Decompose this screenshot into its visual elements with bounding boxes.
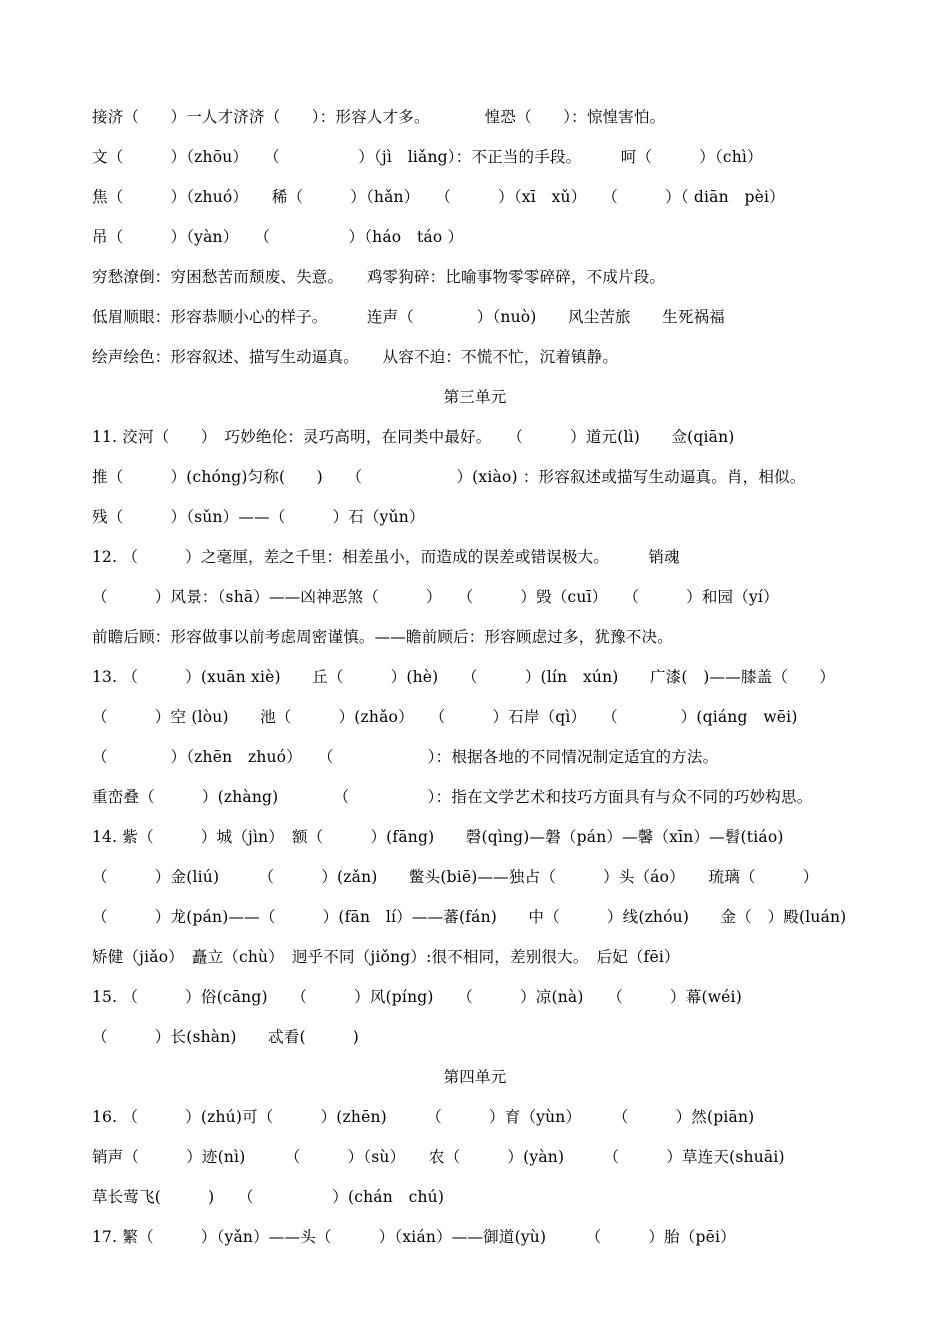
text-line: 矫健（jiǎo） 矗立（chù） 迥乎不同（jiǒng）:很不相同，差别很大。 后妃（fēi）	[92, 948, 680, 966]
text-line: 草长莺飞( ) （ ）(chán chú)	[92, 1188, 445, 1206]
text-line: （ ）金(liú) （ ）(zǎn) 鳖头(biē)——独占（ ）头（áo） 琉璃（ ）	[92, 868, 819, 886]
text-line: 11. 洨河（ ） 巧妙绝伦：灵巧高明，在同类中最好。 （ ）道元(lì) 佥(qiān)	[92, 428, 735, 446]
text-line: （ ）风景：（shā）——凶神恶煞（ ） （ ）毁（cuī） （ ）和园（yí）	[92, 588, 779, 606]
text-line: 14. 紫（ ）城（jìn） 额（ ）(fāng) 磬(qìng)—磐（pán）—馨（xīn）—髫(tiáo)	[92, 828, 784, 846]
text-line: 绘声绘色：形容叙述、描写生动逼真。 从容不迫：不慌不忙，沉着镇静。	[92, 348, 619, 366]
text-line: 吊（ ）（yàn） （ ）（háo táo ）	[92, 228, 464, 246]
text-line: 接济（ ）一人才济济（ ）：形容人才多。 惶恐（ ）：惊惶害怕。	[92, 108, 666, 126]
text-line: 低眉顺眼：形容恭顺小心的样子。 连声（ ）（nuò) 风尘苦旅 生死祸福	[92, 308, 725, 326]
text-line: （ ）龙(pán)——（ ）(fān lí）——蕃(fán) 中（ ）线(zhóu) 金（ ）殿(luán)	[92, 908, 847, 926]
text-line: 15. （ ）俗(cāng) （ ）风(píng) （ ）凉(nà) （ ）幕(wéi)	[92, 988, 742, 1006]
text-line: （ ）空 (lòu) 池（ ）(zhǎo） （ ）石岸（qì） （ ）(qiáng wēi)	[92, 708, 798, 726]
text-line: 销声（ ）迹(nì) （ ）（sù） 农（ ）(yàn) （ ）草连天(shuāi)	[92, 1148, 785, 1166]
text-line: 文（ ）（zhōu） （ ）（jì liǎng）：不正当的手段。 呵（ ）（chì）	[92, 148, 763, 166]
section-heading: 第三单元	[443, 388, 507, 406]
text-line: 12. （ ）之毫厘，差之千里：相差虽小，而造成的误差或错误极大。 销魂	[92, 548, 680, 566]
text-line: 焦（ ）（zhuó） 稀（ ）（hǎn） （ ）（xī xǔ） （ ）（ diān pèi）	[92, 188, 785, 206]
text-line: 重峦叠（ ）(zhàng) （ ）：指在文学艺术和技巧方面具有与众不同的巧妙构思。	[92, 788, 813, 806]
text-line: 17. 繁（ ）（yǎn）——头（ ）（xián）——御道(yù) （ ）胎（pēi）	[92, 1228, 736, 1246]
text-line: 推（ ）(chóng)匀称( ) （ ）(xiào) ：形容叙述或描写生动逼真。肖，相似。	[92, 468, 806, 486]
text-line: 16. （ ）(zhú)可（ ）(zhēn) （ ）育（yùn） （ ）然(piān)	[92, 1108, 755, 1126]
text-line: 残（ ）（sǔn）——（ ）石（yǔn）	[92, 508, 425, 526]
text-line: （ ）长(shàn) 忒看( )	[92, 1028, 360, 1046]
text-line: 前瞻后顾：形容做事以前考虑周密谨慎。——瞻前顾后：形容顾虑过多，犹豫不决。	[92, 628, 673, 646]
text-line: （ ）（zhēn zhuó） （ ）：根据各地的不同情况制定适宜的方法。	[92, 748, 719, 766]
text-line: 13. （ ）(xuān xiè) 丘（ ）(hè) （ ）(lín xún) 广漆( )——膝盖（ ）	[92, 668, 836, 686]
section-heading: 第四单元	[443, 1068, 507, 1086]
text-line: 穷愁潦倒：穷困愁苦而颓废、失意。 鸡零狗碎：比喻事物零零碎碎，不成片段。	[92, 268, 666, 286]
